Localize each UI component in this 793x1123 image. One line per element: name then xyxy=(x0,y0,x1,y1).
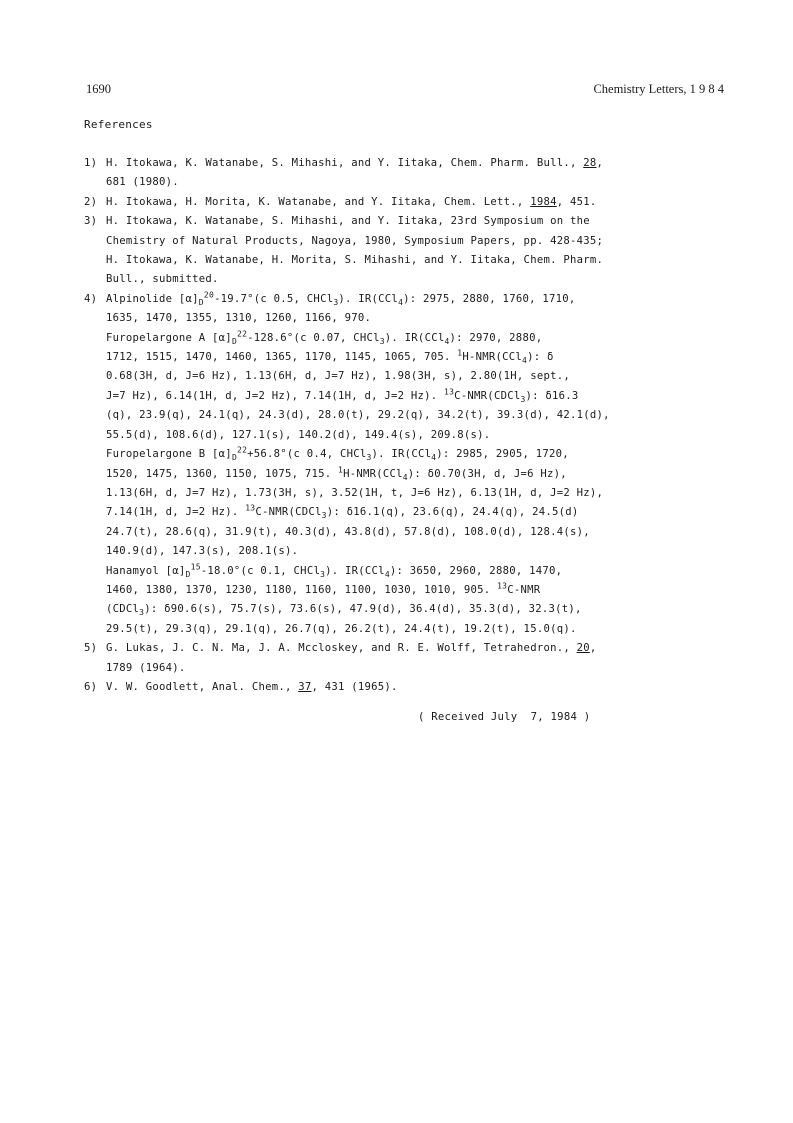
compound-name: Alpinolide xyxy=(106,292,173,305)
reference-number: 2) xyxy=(84,195,98,208)
received-date: ( Received July 7, 1984 ) xyxy=(418,711,591,723)
reference-item: 1) H. Itokawa, K. Watanabe, S. Mihashi, and Y. Iitaka, Chem. Pharm. Bull., 28, 681 (1980). xyxy=(84,154,734,193)
compound-name: Furopelargone A xyxy=(106,331,206,344)
page-number: 1690 xyxy=(86,82,111,96)
section-title: References xyxy=(84,118,153,131)
reference-number: 3) xyxy=(84,215,98,228)
compound-name: Hanamyol xyxy=(106,564,160,577)
reference-item: 3) H. Itokawa, K. Watanabe, S. Mihashi, and Y. Iitaka, 23rd Symposium on the Chemistry of Natural Products, Nagoya, 1980, Symposium Papers, pp. 428-435; H. Itokawa, K. Watanabe, H. Morita, S. Mihashi, and Y. Iitaka, Chem. Pharm. Bull., submitted. xyxy=(84,212,734,290)
reference-number: 1) xyxy=(84,157,98,169)
compound-name: Furopelargone B xyxy=(106,448,206,461)
reference-item: 2) H. Itokawa, H. Morita, K. Watanabe, and Y. Iitaka, Chem. Lett., 1984, 451. xyxy=(84,193,734,212)
reference-item: 4) Alpinolide $[\alpha]_D^{20}-19.7^\circ(c$ 0.5, CHCl$_3$). IR(CCl$_4$): 2975, 2880, 1760, 1710, 1635, 1470, 1355, 1310, 1260, 1166, 970. Furopelargone A $[\alpha]_D^{22}-128.6^\circ(c$ 0.07, CHCl$_3$). IR(CCl$_4$): 2970, 2880, 1712, 1515, 1470, 1460, 1365, 1170, 1145, 1065, 705. $^1$H-NMR(CCl$_4$): δ 0.68(3H, d, J=6 Hz), 1.13(6H, d, J=7 Hz), 1.98(3H, s), 2.80(1H, sept., J=7 Hz), 6.14(1H, d, J=2 Hz), 7.14(1H, d, J=2 Hz). $^{13}$C-NMR(CDCl$_3$): δ16.3 (q), 23.9(q), 24.1(q), 24.3(d), 28.0(t), 29.2(q), 34.2(t), 39.3(d), 42.1(d), 55.5(d), 108.6(d), 127.1(s), 140.2(d), 149.4(s), 209.8(s). Furopelargone B $[\alpha]_D^{22}+56.8^\circ(c$ 0.4, CHCl$_3$). IR(CCl$_4$): 2985, 2905, 1720, 1520, 1475, 1360, 1150, 1075, 715. $^1$H-NMR(CCl$_4$): δ0.70(3H, d, J=6 Hz), 1.13(6H, d, J=7 Hz), 1.73(3H, s), 3.52(1H, t, J=6 Hz), 6.13(1H, d, J=2 Hz), 7.14(1H, d, J=2 Hz). $^{13}$C-NMR(CDCl$_3$): δ16.1(q), 23.6(q), 24.4(q), 24.5(d) 24.7(t), 28.6(q), 31.9(t), 40.3(d), 43.8(d), 57.8(d), 108.0(d), 128.4(s), 140.9(d), 147.3(s), 208.1(s). Hanamyol $[\alpha]_D^{15}-18.0^\circ(c$ 0.1, CHCl$_3$). IR(CCl$_4$): 3650, 2960, 2880, 1470, 1460, 1380, 1370, 1230, 1180, 1160, 1100, 1030, 1010, 905. $^{13}$C-NMR (CDCl$_3$): δ90.6(s), 75.7(s), 73.6(s), 47.9(d), 36.4(d), 35.3(d), 32.3(t), 29.5(t), 29.3(q), 29.1(q), 26.7(q), 26.2(t), 24.4(t), 19.2(t), 15.0(q). xyxy=(84,290,610,635)
journal-name: Chemistry Letters, 1 9 8 4 xyxy=(593,82,724,96)
running-header xyxy=(86,82,724,98)
reference-list xyxy=(84,154,734,697)
reference-number: 5) xyxy=(84,642,98,655)
reference-item: 6) V. W. Goodlett, Anal. Chem., 37, 431 (1965). xyxy=(84,678,734,697)
reference-number: 4) xyxy=(84,292,98,305)
reference-number: 6) xyxy=(84,680,98,693)
reference-item: 5) G. Lukas, J. C. N. Ma, J. A. Mccloskey, and R. E. Wolff, Tetrahedron., 20, 1789 (1964). xyxy=(84,639,734,678)
